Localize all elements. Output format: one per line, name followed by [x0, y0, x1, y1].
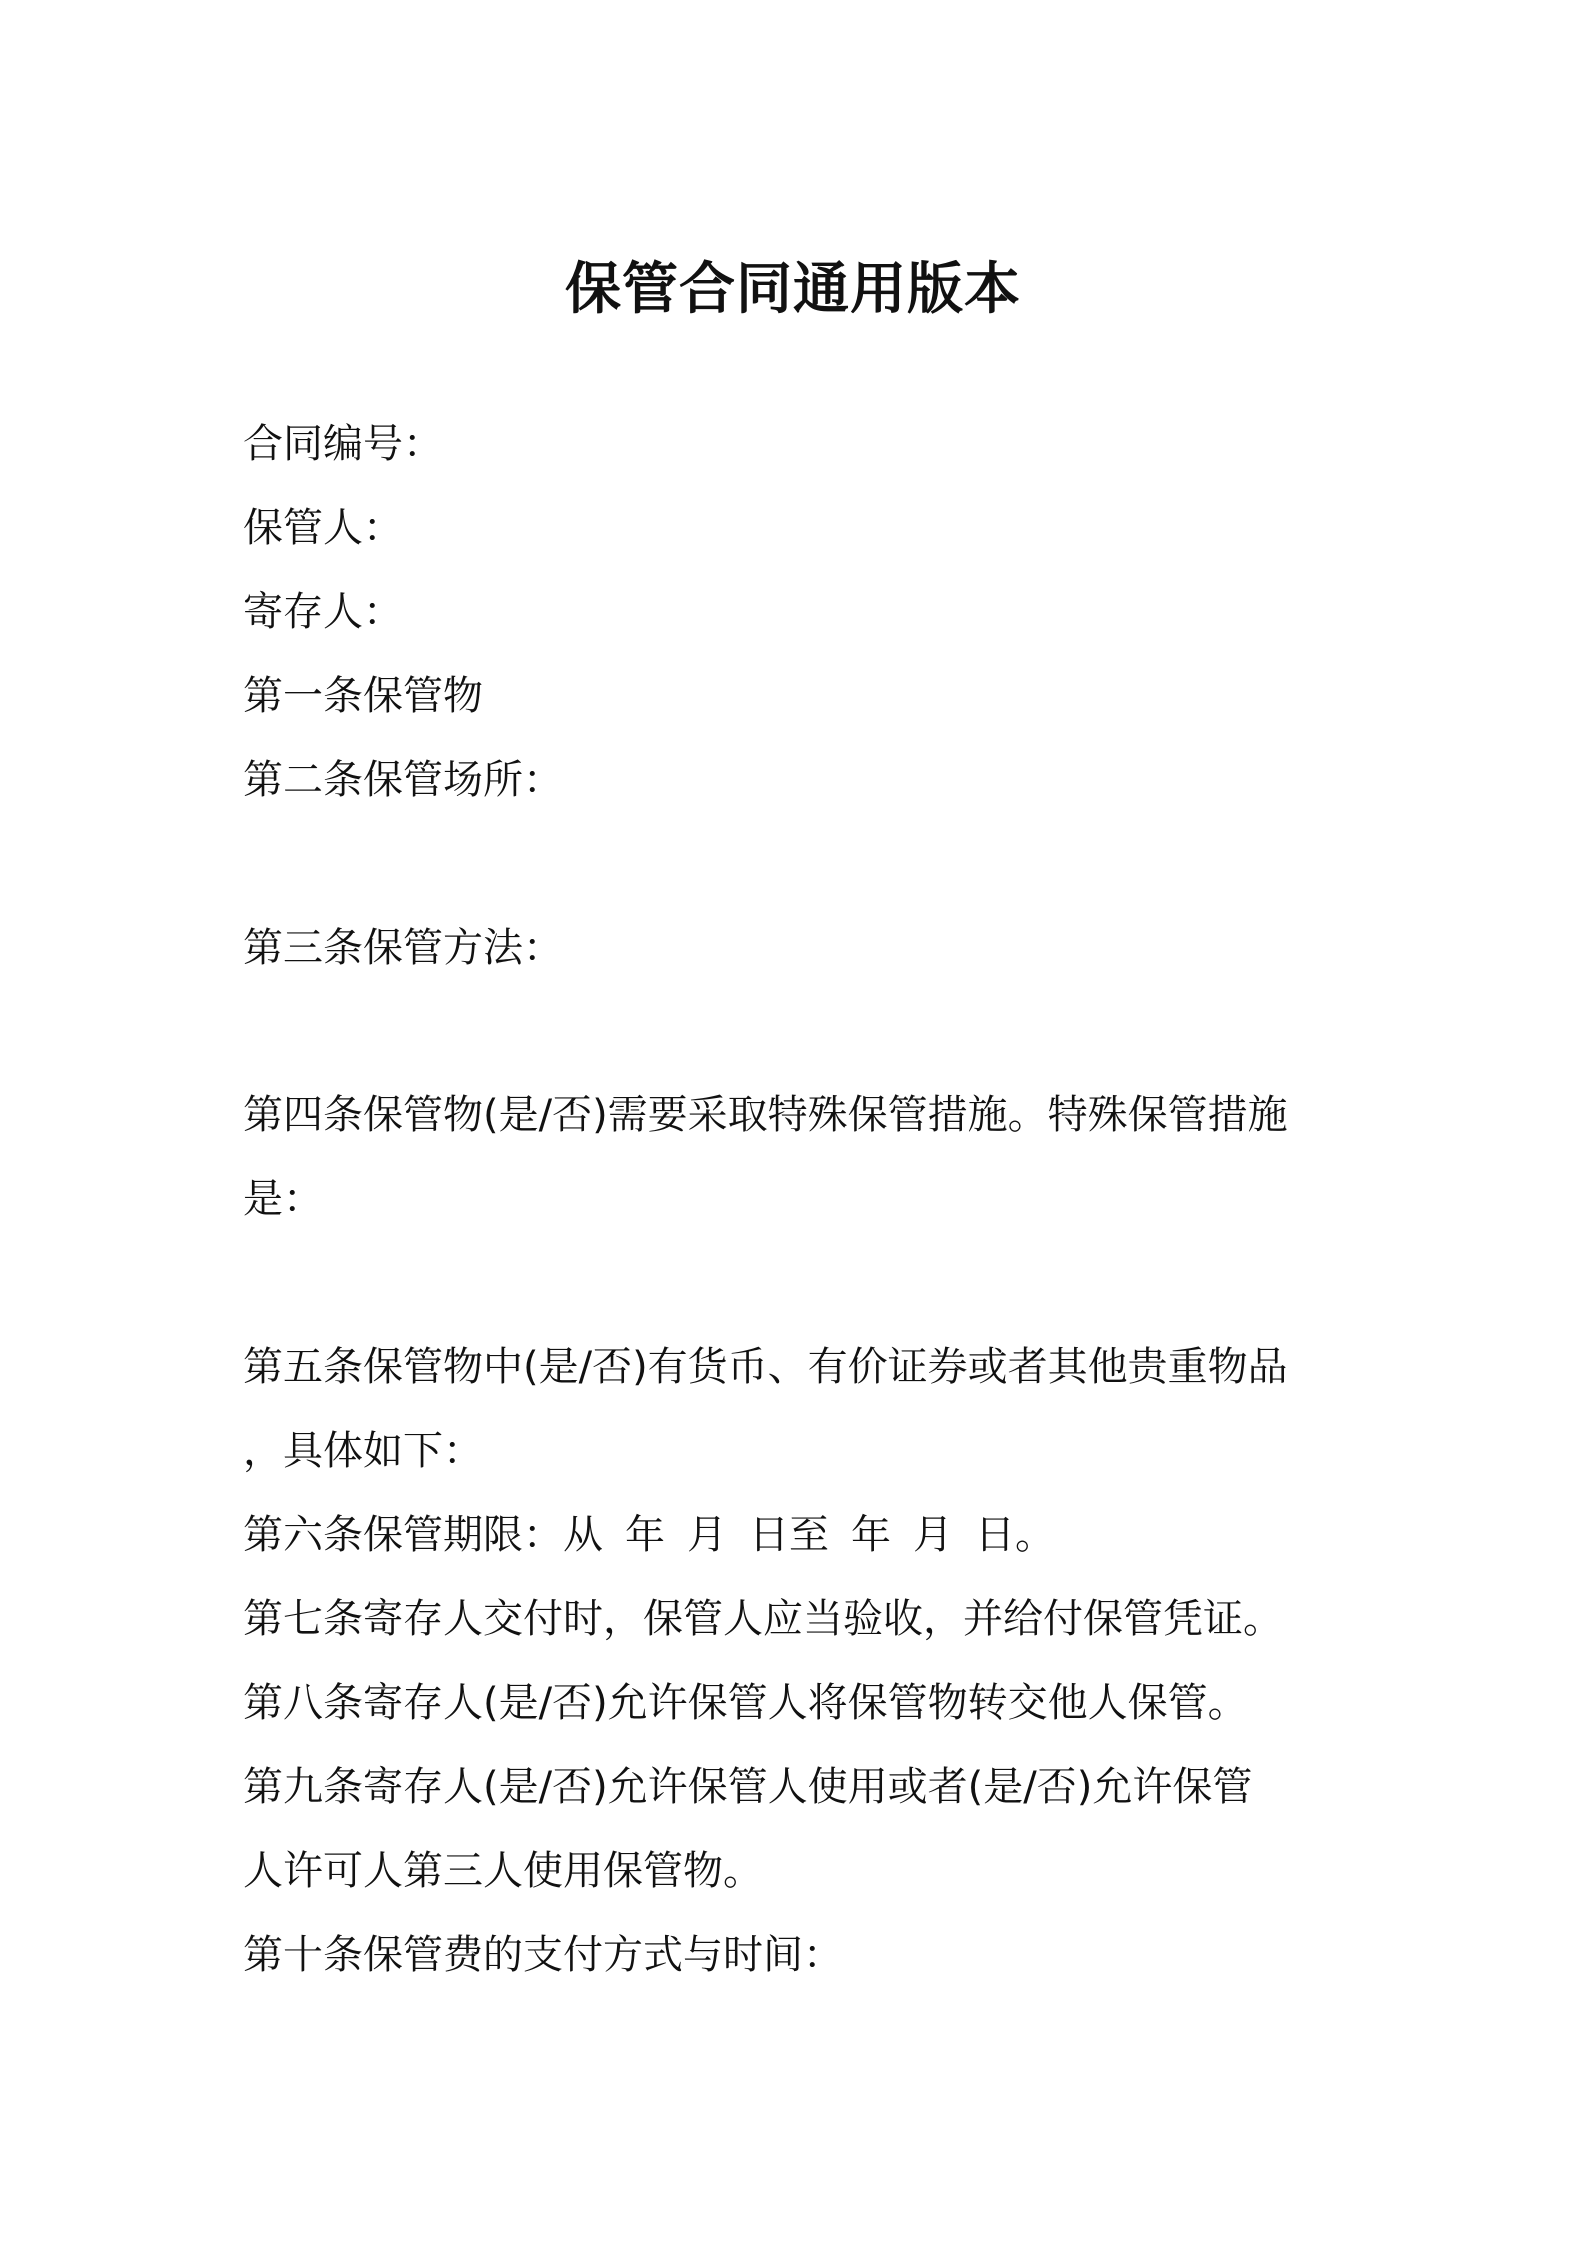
clause-5-line-1: 第五条保管物中(是/否)有货币、有价证券或者其他贵重物品: [243, 1344, 1288, 1390]
clause-10: 第十条保管费的支付方式与时间：: [243, 1932, 843, 1978]
clause-5-line-2: ，具体如下：: [243, 1428, 483, 1474]
contract-number-field: 合同编号：: [243, 421, 443, 467]
clause-9-line-2: 人许可人第三人使用保管物。: [243, 1848, 763, 1894]
clause-6-month-2: 月: [913, 1512, 953, 1558]
clause-3: 第三条保管方法：: [243, 925, 563, 971]
clause-2: 第二条保管场所：: [243, 757, 563, 803]
clause-6-day-2: 日。: [975, 1512, 1055, 1558]
clause-6-label: 第六条保管期限：从: [243, 1512, 603, 1558]
clause-1: 第一条保管物: [243, 673, 483, 719]
clause-6-day-to: 日至: [749, 1512, 829, 1558]
document-title: 保管合同通用版本: [565, 257, 1021, 322]
clause-4-line-1: 第四条保管物(是/否)需要采取特殊保管措施。特殊保管措施: [243, 1092, 1288, 1138]
clause-6-month-1: 月: [687, 1512, 727, 1558]
clause-6: [243, 1507, 1363, 1563]
clause-9-line-1: 第九条寄存人(是/否)允许保管人使用或者(是/否)允许保管: [243, 1764, 1253, 1810]
clause-8: 第八条寄存人(是/否)允许保管人将保管物转交他人保管。: [243, 1680, 1248, 1726]
custodian-field: 保管人：: [243, 505, 403, 551]
clause-6-year-1: 年: [625, 1512, 665, 1558]
clause-7: 第七条寄存人交付时，保管人应当验收，并给付保管凭证。: [243, 1596, 1283, 1642]
clause-4-line-2: 是：: [243, 1176, 323, 1222]
depositor-field: 寄存人：: [243, 589, 403, 635]
clause-6-year-2: 年: [851, 1512, 891, 1558]
